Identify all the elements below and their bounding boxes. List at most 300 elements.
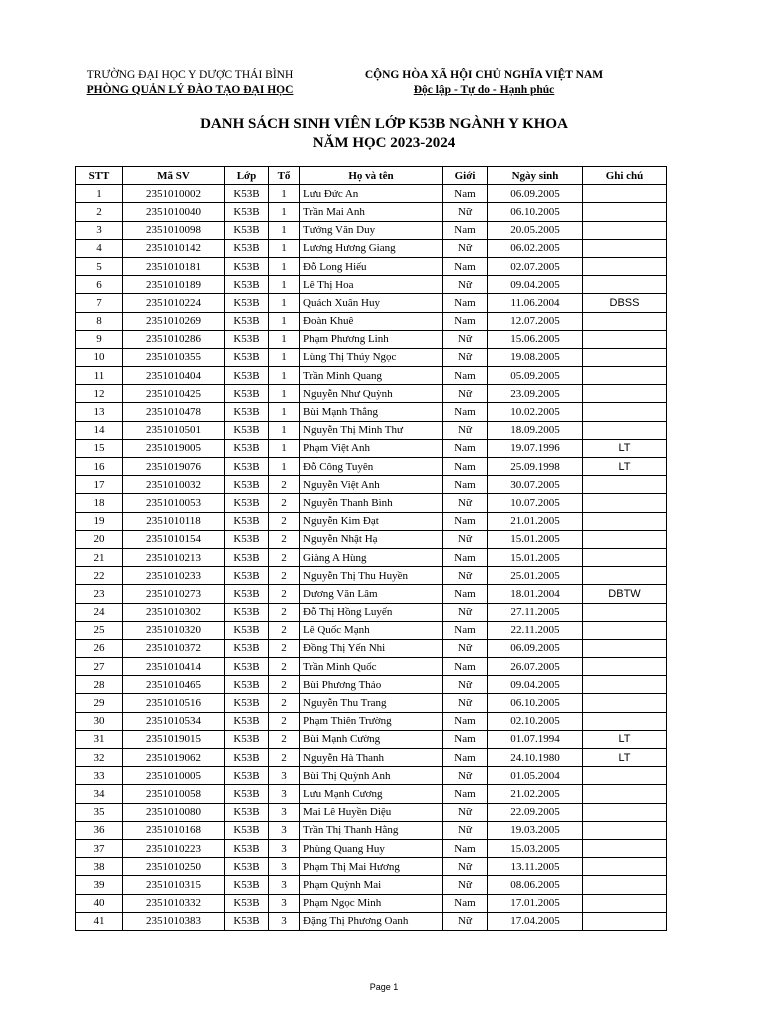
cell-full-name: Mai Lê Huyền Diệu [300, 803, 443, 821]
cell-student-id: 2351010286 [123, 330, 225, 348]
cell-stt: 13 [76, 403, 123, 421]
cell-birth-date: 23.09.2005 [488, 385, 583, 403]
cell-full-name: Nguyễn Việt Anh [300, 476, 443, 494]
cell-class: K53B [225, 330, 269, 348]
table-row [76, 839, 667, 857]
cell-birth-date: 08.06.2005 [488, 876, 583, 894]
table-row [76, 894, 667, 912]
table-row [76, 694, 667, 712]
table-row [76, 385, 667, 403]
cell-gender: Nam [443, 185, 488, 203]
cell-note [583, 221, 667, 239]
document-title: DANH SÁCH SINH VIÊN LỚP K53B NGÀNH Y KHOA [200, 116, 568, 132]
cell-full-name: Bùi Thị Quỳnh Anh [300, 767, 443, 785]
cell-gender: Nam [443, 585, 488, 603]
cell-note [583, 839, 667, 857]
cell-group: 1 [269, 348, 300, 366]
cell-gender: Nữ [443, 239, 488, 257]
cell-class: K53B [225, 839, 269, 857]
cell-group: 2 [269, 512, 300, 530]
cell-gender: Nữ [443, 639, 488, 657]
table-row [76, 858, 667, 876]
cell-full-name: Trần Minh Quốc [300, 658, 443, 676]
col-stt: STT [76, 167, 123, 185]
table-row [76, 367, 667, 385]
cell-class: K53B [225, 276, 269, 294]
cell-birth-date: 01.05.2004 [488, 767, 583, 785]
table-row [76, 203, 667, 221]
cell-student-id: 2351010516 [123, 694, 225, 712]
cell-birth-date: 19.07.1996 [488, 439, 583, 457]
cell-note [583, 476, 667, 494]
cell-class: K53B [225, 348, 269, 366]
cell-gender: Nữ [443, 348, 488, 366]
cell-class: K53B [225, 676, 269, 694]
cell-full-name: Phạm Phương Linh [300, 330, 443, 348]
cell-gender: Nam [443, 658, 488, 676]
cell-birth-date: 15.01.2005 [488, 548, 583, 566]
cell-birth-date: 11.06.2004 [488, 294, 583, 312]
table-row [76, 458, 667, 476]
cell-full-name: Bùi Phương Thảo [300, 676, 443, 694]
cell-note [583, 785, 667, 803]
cell-stt: 3 [76, 221, 123, 239]
table-row [76, 494, 667, 512]
table-row [76, 658, 667, 676]
cell-stt: 24 [76, 603, 123, 621]
cell-note [583, 239, 667, 257]
col-class: Lớp [225, 167, 269, 185]
cell-class: K53B [225, 458, 269, 476]
country-name: CỘNG HÒA XÃ HỘI CHỦ NGHĨA VIỆT NAM [364, 69, 604, 81]
cell-group: 1 [269, 312, 300, 330]
cell-student-id: 2351010414 [123, 658, 225, 676]
cell-student-id: 2351010372 [123, 639, 225, 657]
table-row [76, 676, 667, 694]
cell-note [583, 712, 667, 730]
cell-stt: 18 [76, 494, 123, 512]
cell-birth-date: 06.02.2005 [488, 239, 583, 257]
cell-student-id: 2351010098 [123, 221, 225, 239]
cell-gender: Nữ [443, 494, 488, 512]
col-note: Ghi chú [583, 167, 667, 185]
cell-class: K53B [225, 548, 269, 566]
cell-full-name: Đỗ Thị Hồng Luyến [300, 603, 443, 621]
cell-class: K53B [225, 530, 269, 548]
cell-gender: Nữ [443, 912, 488, 930]
cell-stt: 19 [76, 512, 123, 530]
cell-group: 3 [269, 767, 300, 785]
cell-student-id: 2351019062 [123, 749, 225, 767]
cell-note [583, 858, 667, 876]
cell-full-name: Nguyễn Thị Minh Thư [300, 421, 443, 439]
cell-class: K53B [225, 658, 269, 676]
cell-class: K53B [225, 257, 269, 275]
cell-birth-date: 06.09.2005 [488, 639, 583, 657]
cell-full-name: Trần Minh Quang [300, 367, 443, 385]
cell-group: 2 [269, 676, 300, 694]
page-number: Page 1 [369, 982, 399, 992]
cell-full-name: Tưởng Văn Duy [300, 221, 443, 239]
cell-group: 1 [269, 385, 300, 403]
cell-birth-date: 15.01.2005 [488, 530, 583, 548]
cell-class: K53B [225, 749, 269, 767]
cell-group: 2 [269, 658, 300, 676]
cell-stt: 15 [76, 439, 123, 457]
table-row [76, 730, 667, 748]
cell-class: K53B [225, 621, 269, 639]
cell-full-name: Bùi Mạnh Cường [300, 730, 443, 748]
cell-stt: 37 [76, 839, 123, 857]
table-body [76, 185, 667, 931]
cell-note [583, 330, 667, 348]
cell-group: 2 [269, 530, 300, 548]
cell-stt: 4 [76, 239, 123, 257]
cell-student-id: 2351010233 [123, 567, 225, 585]
cell-group: 1 [269, 221, 300, 239]
cell-birth-date: 30.07.2005 [488, 476, 583, 494]
table-row [76, 421, 667, 439]
cell-gender: Nữ [443, 385, 488, 403]
table-row [76, 330, 667, 348]
cell-student-id: 2351010302 [123, 603, 225, 621]
cell-group: 2 [269, 639, 300, 657]
cell-group: 1 [269, 239, 300, 257]
document-subtitle: NĂM HỌC 2023-2024 [312, 135, 456, 151]
col-group: Tổ [269, 167, 300, 185]
cell-note [583, 403, 667, 421]
cell-stt: 7 [76, 294, 123, 312]
cell-birth-date: 18.09.2005 [488, 421, 583, 439]
cell-group: 1 [269, 294, 300, 312]
school-name: TRƯỜNG ĐẠI HỌC Y DƯỢC THÁI BÌNH [86, 69, 294, 81]
table-row [76, 767, 667, 785]
cell-stt: 36 [76, 821, 123, 839]
cell-note: DBTW [583, 585, 667, 603]
cell-birth-date: 10.02.2005 [488, 403, 583, 421]
cell-student-id: 2351010142 [123, 239, 225, 257]
cell-student-id: 2351010058 [123, 785, 225, 803]
cell-birth-date: 17.04.2005 [488, 912, 583, 930]
cell-note: DBSS [583, 294, 667, 312]
cell-full-name: Phạm Thị Mai Hương [300, 858, 443, 876]
col-birth-date: Ngày sinh [488, 167, 583, 185]
cell-gender: Nam [443, 785, 488, 803]
cell-note [583, 421, 667, 439]
cell-stt: 27 [76, 658, 123, 676]
cell-full-name: Đặng Thị Phương Oanh [300, 912, 443, 930]
cell-group: 3 [269, 785, 300, 803]
cell-full-name: Trần Thị Thanh Hằng [300, 821, 443, 839]
cell-gender: Nam [443, 458, 488, 476]
cell-gender: Nữ [443, 203, 488, 221]
cell-class: K53B [225, 476, 269, 494]
cell-student-id: 2351010404 [123, 367, 225, 385]
cell-gender: Nam [443, 221, 488, 239]
cell-class: K53B [225, 712, 269, 730]
cell-student-id: 2351010320 [123, 621, 225, 639]
cell-student-id: 2351010315 [123, 876, 225, 894]
cell-student-id: 2351010273 [123, 585, 225, 603]
cell-full-name: Dương Văn Lâm [300, 585, 443, 603]
cell-class: K53B [225, 585, 269, 603]
cell-stt: 10 [76, 348, 123, 366]
cell-stt: 21 [76, 548, 123, 566]
cell-note: LT [583, 749, 667, 767]
cell-group: 1 [269, 367, 300, 385]
cell-student-id: 2351010002 [123, 185, 225, 203]
cell-class: K53B [225, 367, 269, 385]
cell-full-name: Phùng Quang Huy [300, 839, 443, 857]
cell-full-name: Đoàn Khuê [300, 312, 443, 330]
cell-student-id: 2351019015 [123, 730, 225, 748]
cell-full-name: Giàng A Hùng [300, 548, 443, 566]
cell-full-name: Lương Hương Giang [300, 239, 443, 257]
cell-class: K53B [225, 439, 269, 457]
cell-gender: Nữ [443, 421, 488, 439]
cell-class: K53B [225, 803, 269, 821]
cell-stt: 28 [76, 676, 123, 694]
cell-full-name: Nguyễn Thu Trang [300, 694, 443, 712]
table-row [76, 403, 667, 421]
cell-stt: 41 [76, 912, 123, 930]
cell-note [583, 803, 667, 821]
cell-full-name: Trần Mai Anh [300, 203, 443, 221]
header-left [80, 68, 300, 98]
cell-note [583, 512, 667, 530]
cell-group: 3 [269, 821, 300, 839]
cell-note [583, 621, 667, 639]
cell-class: K53B [225, 421, 269, 439]
cell-stt: 8 [76, 312, 123, 330]
cell-full-name: Nguyễn Như Quỳnh [300, 385, 443, 403]
cell-stt: 6 [76, 276, 123, 294]
cell-group: 2 [269, 712, 300, 730]
cell-class: K53B [225, 785, 269, 803]
cell-birth-date: 09.04.2005 [488, 676, 583, 694]
table-header-row [76, 167, 667, 185]
cell-full-name: Đỗ Long Hiếu [300, 257, 443, 275]
cell-birth-date: 19.03.2005 [488, 821, 583, 839]
cell-full-name: Lê Thị Hoa [300, 276, 443, 294]
cell-birth-date: 06.10.2005 [488, 203, 583, 221]
cell-gender: Nam [443, 403, 488, 421]
cell-class: K53B [225, 639, 269, 657]
cell-group: 2 [269, 694, 300, 712]
cell-student-id: 2351010213 [123, 548, 225, 566]
cell-note [583, 767, 667, 785]
cell-stt: 39 [76, 876, 123, 894]
cell-note [583, 694, 667, 712]
cell-stt: 1 [76, 185, 123, 203]
cell-gender: Nam [443, 730, 488, 748]
cell-gender: Nam [443, 512, 488, 530]
cell-note [583, 912, 667, 930]
cell-note [583, 385, 667, 403]
cell-group: 2 [269, 730, 300, 748]
cell-group: 2 [269, 567, 300, 585]
cell-birth-date: 26.07.2005 [488, 658, 583, 676]
cell-gender: Nữ [443, 330, 488, 348]
cell-birth-date: 22.11.2005 [488, 621, 583, 639]
table-row [76, 749, 667, 767]
cell-gender: Nam [443, 712, 488, 730]
table-row [76, 439, 667, 457]
cell-group: 1 [269, 257, 300, 275]
cell-birth-date: 22.09.2005 [488, 803, 583, 821]
cell-full-name: Đỗ Công Tuyên [300, 458, 443, 476]
cell-group: 3 [269, 803, 300, 821]
cell-birth-date: 19.08.2005 [488, 348, 583, 366]
cell-class: K53B [225, 694, 269, 712]
cell-group: 3 [269, 839, 300, 857]
header-right [348, 68, 620, 98]
cell-note [583, 639, 667, 657]
table-row [76, 512, 667, 530]
cell-full-name: Phạm Quỳnh Mai [300, 876, 443, 894]
cell-stt: 2 [76, 203, 123, 221]
table-row [76, 821, 667, 839]
cell-stt: 35 [76, 803, 123, 821]
student-table [75, 166, 667, 931]
table-row [76, 239, 667, 257]
cell-birth-date: 18.01.2004 [488, 585, 583, 603]
cell-birth-date: 10.07.2005 [488, 494, 583, 512]
cell-group: 2 [269, 494, 300, 512]
cell-group: 2 [269, 621, 300, 639]
cell-full-name: Lê Quốc Mạnh [300, 621, 443, 639]
cell-class: K53B [225, 912, 269, 930]
table-row [76, 712, 667, 730]
cell-full-name: Phạm Việt Anh [300, 439, 443, 457]
cell-note [583, 658, 667, 676]
cell-birth-date: 09.04.2005 [488, 276, 583, 294]
cell-group: 3 [269, 876, 300, 894]
cell-student-id: 2351010032 [123, 476, 225, 494]
cell-student-id: 2351010223 [123, 839, 225, 857]
cell-group: 2 [269, 749, 300, 767]
cell-note [583, 185, 667, 203]
cell-gender: Nam [443, 367, 488, 385]
cell-note [583, 876, 667, 894]
cell-student-id: 2351010224 [123, 294, 225, 312]
cell-full-name: Bùi Mạnh Thắng [300, 403, 443, 421]
cell-class: K53B [225, 385, 269, 403]
cell-group: 1 [269, 203, 300, 221]
cell-student-id: 2351010154 [123, 530, 225, 548]
cell-gender: Nam [443, 839, 488, 857]
cell-stt: 11 [76, 367, 123, 385]
cell-group: 2 [269, 603, 300, 621]
cell-class: K53B [225, 767, 269, 785]
col-student-id: Mã SV [123, 167, 225, 185]
cell-class: K53B [225, 312, 269, 330]
cell-group: 1 [269, 439, 300, 457]
cell-group: 2 [269, 476, 300, 494]
cell-birth-date: 06.09.2005 [488, 185, 583, 203]
cell-gender: Nữ [443, 767, 488, 785]
table-row [76, 912, 667, 930]
cell-class: K53B [225, 203, 269, 221]
cell-stt: 12 [76, 385, 123, 403]
cell-student-id: 2351010501 [123, 421, 225, 439]
cell-full-name: Đồng Thị Yến Nhi [300, 639, 443, 657]
cell-student-id: 2351010040 [123, 203, 225, 221]
cell-gender: Nữ [443, 821, 488, 839]
cell-student-id: 2351010465 [123, 676, 225, 694]
cell-full-name: Nguyễn Thanh Bình [300, 494, 443, 512]
cell-stt: 5 [76, 257, 123, 275]
cell-note [583, 603, 667, 621]
cell-gender: Nữ [443, 603, 488, 621]
cell-stt: 33 [76, 767, 123, 785]
cell-birth-date: 13.11.2005 [488, 858, 583, 876]
cell-student-id: 2351010383 [123, 912, 225, 930]
cell-gender: Nam [443, 749, 488, 767]
col-full-name: Họ và tên [300, 167, 443, 185]
cell-full-name: Lưu Đức An [300, 185, 443, 203]
cell-student-id: 2351010005 [123, 767, 225, 785]
cell-class: K53B [225, 821, 269, 839]
table-row [76, 621, 667, 639]
col-gender: Giới [443, 167, 488, 185]
cell-student-id: 2351010250 [123, 858, 225, 876]
table-row [76, 476, 667, 494]
cell-birth-date: 12.07.2005 [488, 312, 583, 330]
cell-note [583, 348, 667, 366]
table-row [76, 294, 667, 312]
cell-student-id: 2351010181 [123, 257, 225, 275]
cell-group: 1 [269, 403, 300, 421]
cell-gender: Nữ [443, 530, 488, 548]
cell-student-id: 2351010534 [123, 712, 225, 730]
cell-gender: Nữ [443, 276, 488, 294]
cell-birth-date: 21.02.2005 [488, 785, 583, 803]
cell-note [583, 203, 667, 221]
cell-birth-date: 05.09.2005 [488, 367, 583, 385]
table-row [76, 185, 667, 203]
cell-birth-date: 25.09.1998 [488, 458, 583, 476]
cell-gender: Nữ [443, 803, 488, 821]
cell-stt: 32 [76, 749, 123, 767]
cell-stt: 25 [76, 621, 123, 639]
cell-note [583, 821, 667, 839]
cell-student-id: 2351010168 [123, 821, 225, 839]
cell-gender: Nam [443, 476, 488, 494]
table-row [76, 312, 667, 330]
cell-student-id: 2351010189 [123, 276, 225, 294]
cell-note: LT [583, 458, 667, 476]
cell-full-name: Nguyễn Kim Đạt [300, 512, 443, 530]
cell-full-name: Nguyễn Hà Thanh [300, 749, 443, 767]
cell-class: K53B [225, 858, 269, 876]
cell-stt: 31 [76, 730, 123, 748]
cell-student-id: 2351010080 [123, 803, 225, 821]
cell-stt: 40 [76, 894, 123, 912]
cell-note [583, 530, 667, 548]
cell-group: 1 [269, 421, 300, 439]
motto: Độc lập - Tự do - Hạnh phúc [413, 84, 555, 96]
cell-class: K53B [225, 221, 269, 239]
cell-stt: 34 [76, 785, 123, 803]
cell-birth-date: 15.03.2005 [488, 839, 583, 857]
cell-class: K53B [225, 603, 269, 621]
cell-note [583, 676, 667, 694]
cell-gender: Nam [443, 312, 488, 330]
cell-birth-date: 25.01.2005 [488, 567, 583, 585]
cell-gender: Nữ [443, 858, 488, 876]
cell-group: 3 [269, 894, 300, 912]
